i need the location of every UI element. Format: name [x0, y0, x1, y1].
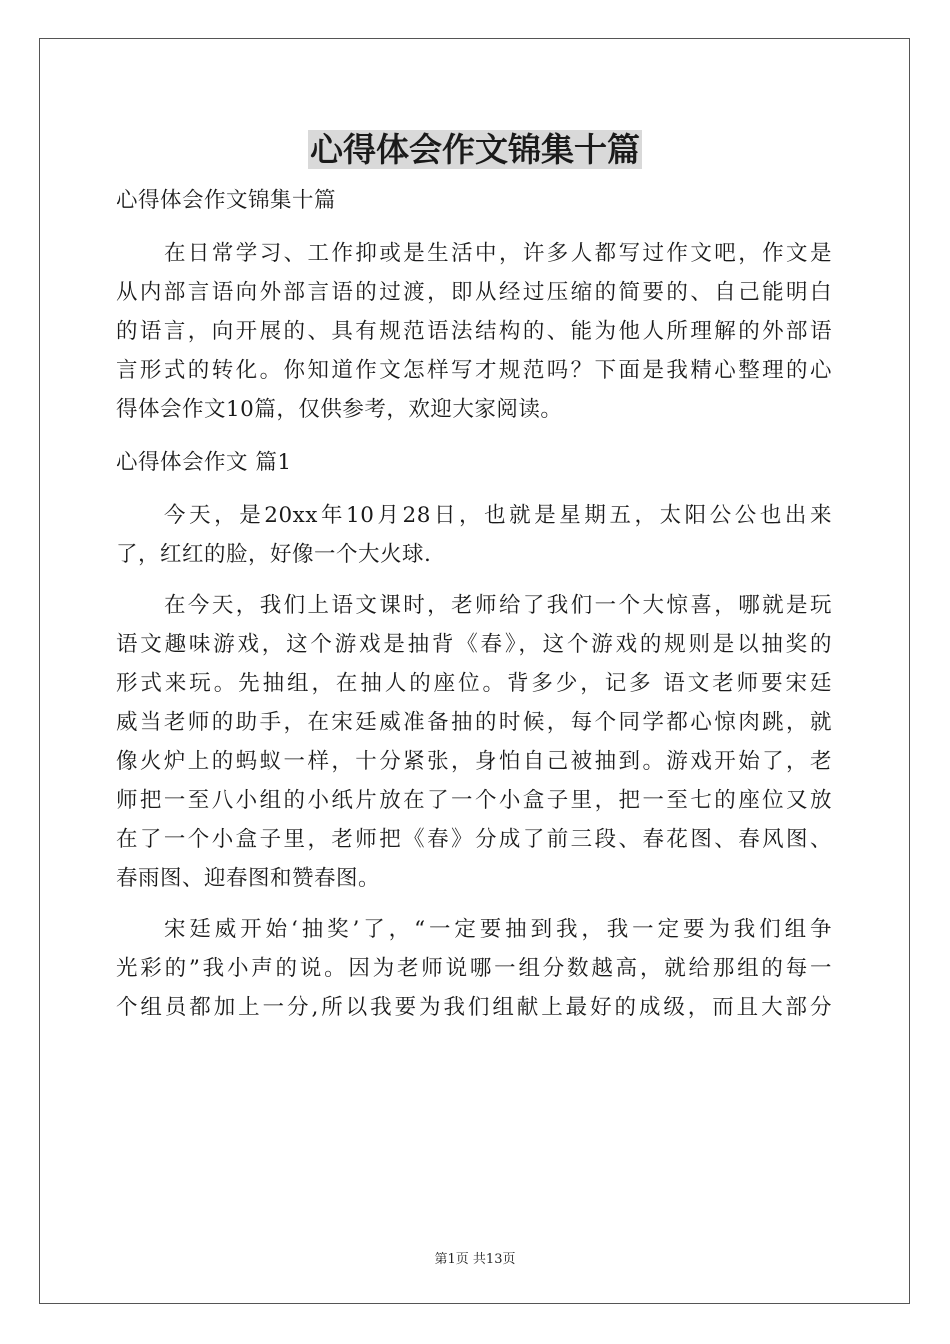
section-heading: 心得体会作文 篇1	[116, 450, 292, 475]
paragraph-line: 在了一个小盒子里，老师把《春》分成了前三段、春花图、春风图、	[116, 827, 832, 852]
intro-line: 得体会作文10篇，仅供参考，欢迎大家阅读。	[116, 397, 563, 422]
paragraph-line: 像火炉上的蚂蚁一样，十分紧张，身怕自己被抽到。游戏开始了，老	[116, 749, 832, 774]
paragraph-3	[116, 910, 832, 1027]
intro-line: 言形式的转化。你知道作文怎样写才规范吗？下面是我精心整理的心	[116, 358, 832, 383]
paragraph-line: 春雨图、迎春图和赞春图。	[116, 866, 381, 891]
paragraph-line: 语文趣味游戏，这个游戏是抽背《春》，这个游戏的规则是以抽奖的	[116, 632, 832, 657]
paragraph-line: 今天，是20xx年10月28日，也就是星期五，太阳公公也出来	[164, 503, 832, 528]
intro-line: 从内部言语向外部言语的过渡，即从经过压缩的简要的、自己能明白	[116, 280, 832, 305]
paragraph-1	[116, 496, 832, 574]
paragraph-line: 光彩的”我小声的说。因为老师说哪一组分数越高，就给那组的每一	[116, 956, 832, 981]
paragraph-line: 威当老师的助手，在宋廷威准备抽的时候，每个同学都心惊肉跳，就	[116, 710, 832, 735]
intro-line: 在日常学习、工作抑或是生活中，许多人都写过作文吧，作文是	[164, 241, 832, 266]
paragraph-line: 宋廷威开始‘抽奖’了，“一定要抽到我，我一定要为我们组争	[164, 917, 832, 942]
intro-paragraph	[116, 234, 832, 429]
paragraph-line: 形式来玩。先抽组，在抽人的座位。背多少，记多 语文老师要宋廷	[116, 671, 832, 696]
page-footer: 第1页 共13页	[434, 1252, 516, 1267]
paragraph-2	[116, 586, 832, 898]
paragraph-line: 了，红红的脸，好像一个大火球.	[116, 542, 432, 567]
intro-line: 的语言，向开展的、具有规范语法结构的、能为他人所理解的外部语	[116, 319, 832, 344]
paragraph-line: 个组员都加上一分,所以我要为我们组献上最好的成级，而且大部分	[116, 995, 832, 1020]
paragraph-line: 在今天，我们上语文课时，老师给了我们一个大惊喜，哪就是玩	[164, 593, 832, 618]
document-title	[0, 128, 950, 172]
document-title-text: 心得体会作文锦集十篇	[310, 130, 640, 169]
subtitle: 心得体会作文锦集十篇	[116, 188, 337, 213]
paragraph-line: 师把一至八小组的小纸片放在了一个小盒子里，把一至七的座位又放	[116, 788, 832, 813]
document-body	[116, 181, 832, 1027]
